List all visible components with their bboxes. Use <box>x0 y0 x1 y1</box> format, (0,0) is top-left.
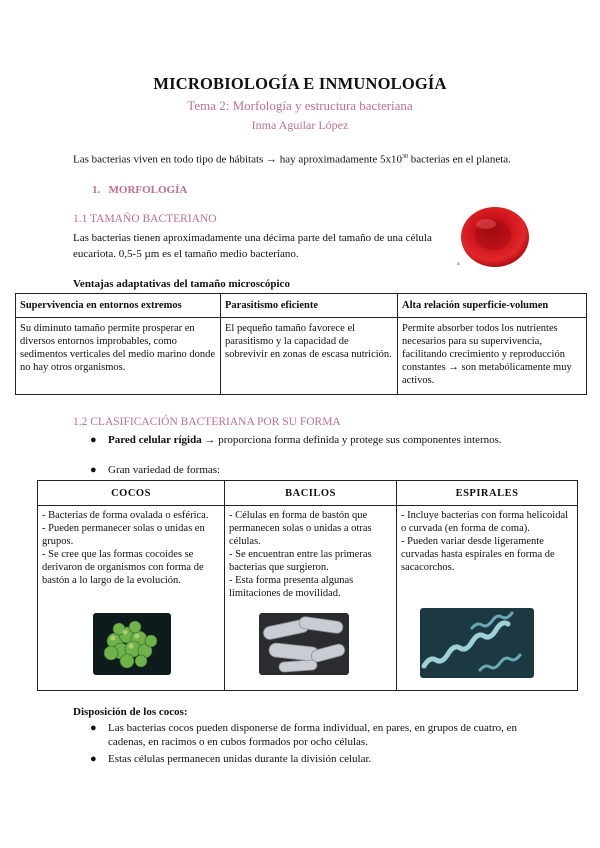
bullet-icon: ● <box>90 434 97 446</box>
table-cell: Permite absorber todos los nutrientes necesarios para su supervivencia, facilitando crecimiento y reproducción constantes → son metabólicamente muy activos. <box>398 318 587 395</box>
table-cell-espirales <box>397 506 578 691</box>
table-header-cell: BACILOS <box>225 481 397 506</box>
forms-table <box>37 480 578 691</box>
table-cell: Su diminuto tamaño permite prosperar en diversos entornos improbables, como sedimentos verticales del medio marino donde no hay otros organismos. <box>16 318 221 395</box>
bullet-icon: ● <box>90 753 97 765</box>
spirilla-image <box>420 608 534 678</box>
bullet-icon: ● <box>90 464 97 476</box>
cocos-text: - Bacterias de forma ovalada o esférica. - Pueden permanecer solas o unidas en grupos. - Se cree que las formas cocoides se derivaron de organismos con forma de bastón a lo largo de la evolución. <box>42 510 209 586</box>
table-header-cell: Alta relación superficie-volumen <box>398 294 587 318</box>
bacilos-text: - Células en forma de bastón que permanecen solas o unidas a otras células. - Se encuentran entre las primeras bacterias que surgieron. - Esta forma presenta algunas limitaciones de movilidad. <box>229 510 372 599</box>
document-author: Inma Aguilar López <box>251 118 349 132</box>
bullet-division: ● Estas células permanecen unidas durante la división celular. <box>90 753 372 765</box>
document-title: MICROBIOLOGÍA E INMUNOLOGÍA <box>153 74 447 93</box>
section-heading-morfologia: 1. MORFOLOGÍA <box>92 184 188 196</box>
bullet-pared-celular: ● Pared celular rígida → proporciona forma definida y protege sus componentes internos. <box>90 434 502 446</box>
bullet-icon: ● <box>90 722 97 734</box>
intro-paragraph: Las bacterias viven en todo tipo de hábitats → hay aproximadamente $5x10^{30}$ bacterias en el planeta. <box>73 153 511 166</box>
bullet-disposicion: ● Las bacterias cocos pueden disponerse de forma individual, en pares, en grupos de cuatro, en cadenas, en racimos o en cubos formados por ocho células. <box>90 722 517 748</box>
table-cell-bacilos <box>225 506 397 691</box>
table-header-cell: ESPIRALES <box>397 481 578 506</box>
cocci-image <box>93 613 171 675</box>
section-heading-clasificacion: 1.2 CLASIFICACIÓN BACTERIANA POR SU FORMA <box>73 416 341 428</box>
table-cell-cocos <box>38 506 225 691</box>
table-title: Ventajas adaptativas del tamaño microscópico <box>73 278 290 290</box>
table-cell: El pequeño tamaño favorece el parasitismo y la capacidad de sobrevivir en zonas de escasa nutrición. <box>221 318 398 395</box>
table-header-cell: Supervivencia en entornos extremos <box>16 294 221 318</box>
bullet-variedad-formas: ● Gran variedad de formas: <box>90 464 221 476</box>
advantages-table <box>15 293 587 395</box>
disposition-heading: Disposición de los cocos: <box>73 706 188 718</box>
document-subtitle: Tema 2: Morfología y estructura bacteriana <box>187 98 413 113</box>
image-caption: a <box>457 261 460 267</box>
red-blood-cell-image <box>460 206 530 268</box>
bacilli-image <box>259 613 349 675</box>
tamano-paragraph: Las bacterias tienen aproximadamente una décima parte del tamaño de una célula eucariota. 0,5-5 µm es el tamaño medio bacteriano. <box>73 232 432 260</box>
table-header-cell: Parasitismo eficiente <box>221 294 398 318</box>
section-heading-tamano: 1.1 TAMAÑO BACTERIANO <box>73 213 217 225</box>
table-header-cell: COCOS <box>38 481 225 506</box>
espirales-text: - Incluye bacterias con forma helicoidal o curvada (en forma de coma). - Pueden variar desde ligeramente curvadas hasta espirales en forma de sacacorchos. <box>401 510 569 573</box>
